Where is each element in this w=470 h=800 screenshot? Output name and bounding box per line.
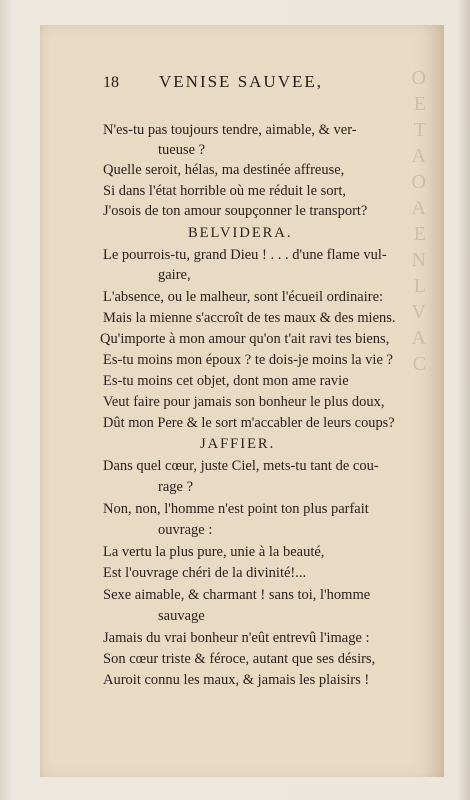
verse-line: N'es-tu pas toujours tendre, aimable, & ver- — [103, 122, 357, 138]
verse-line-continuation: tueuse ? — [158, 142, 206, 158]
show-through-bleed: O E T A O A E N L V A C — [411, 67, 426, 375]
verse-line: Mais la mienne s'accroît de tes maux & des miens. — [103, 310, 396, 326]
verse-line: Quelle seroit, hélas, ma destinée affreuse, — [103, 162, 345, 178]
verse-line-continuation: sauvage — [158, 608, 205, 624]
page-number: 18 — [103, 74, 119, 91]
verse-line: Est l'ouvrage chéri de la divinité!... — [103, 565, 307, 581]
speaker-name: BELVIDERA. — [188, 225, 293, 241]
verse-line: L'absence, ou le malheur, sont l'écueil ordinaire: — [103, 289, 384, 305]
verse-line: Si dans l'état horrible où me réduit le sort, — [103, 183, 347, 199]
speaker-name: JAFFIER. — [200, 436, 276, 452]
verse-line: Qu'importe à mon amour qu'on t'ait ravi tes biens, — [100, 331, 390, 347]
verse-line-continuation: gaire, — [158, 267, 191, 283]
running-title: VENISE SAUVEE, — [159, 72, 323, 91]
verse-line-continuation: rage ? — [158, 479, 194, 495]
verse-line: Non, non, l'homme n'est point ton plus parfait — [103, 501, 369, 517]
verse-line: Dans quel cœur, juste Ciel, mets-tu tant de cou- — [103, 458, 379, 474]
verse-line: Le pourrois-tu, grand Dieu ! . . . d'une flame vul- — [103, 247, 387, 263]
verse-line: Es-tu moins cet objet, dont mon ame ravie — [103, 373, 349, 389]
verse-line: Son cœur triste & féroce, autant que ses désirs, — [103, 651, 376, 667]
verse-line: La vertu la plus pure, unie à la beauté, — [103, 544, 325, 560]
verse-line: Dût mon Pere & le sort m'accabler de leurs coups? — [103, 415, 395, 431]
verse-line: Veut faire pour jamais son bonheur le plus doux, — [103, 394, 385, 410]
verse-line-continuation: ouvrage : — [158, 522, 213, 538]
verse-line: Sexe aimable, & charmant ! sans toi, l'homme — [103, 587, 371, 603]
verse-line: J'osois de ton amour soupçonner le transport? — [103, 203, 368, 219]
verse-line: Es-tu moins mon époux ? te dois-je moins la vie ? — [103, 352, 393, 368]
verse-line: Auroit connu les maux, & jamais les plaisirs ! — [103, 672, 370, 688]
verse-line: Jamais du vrai bonheur n'eût entrevû l'image : — [103, 630, 370, 646]
